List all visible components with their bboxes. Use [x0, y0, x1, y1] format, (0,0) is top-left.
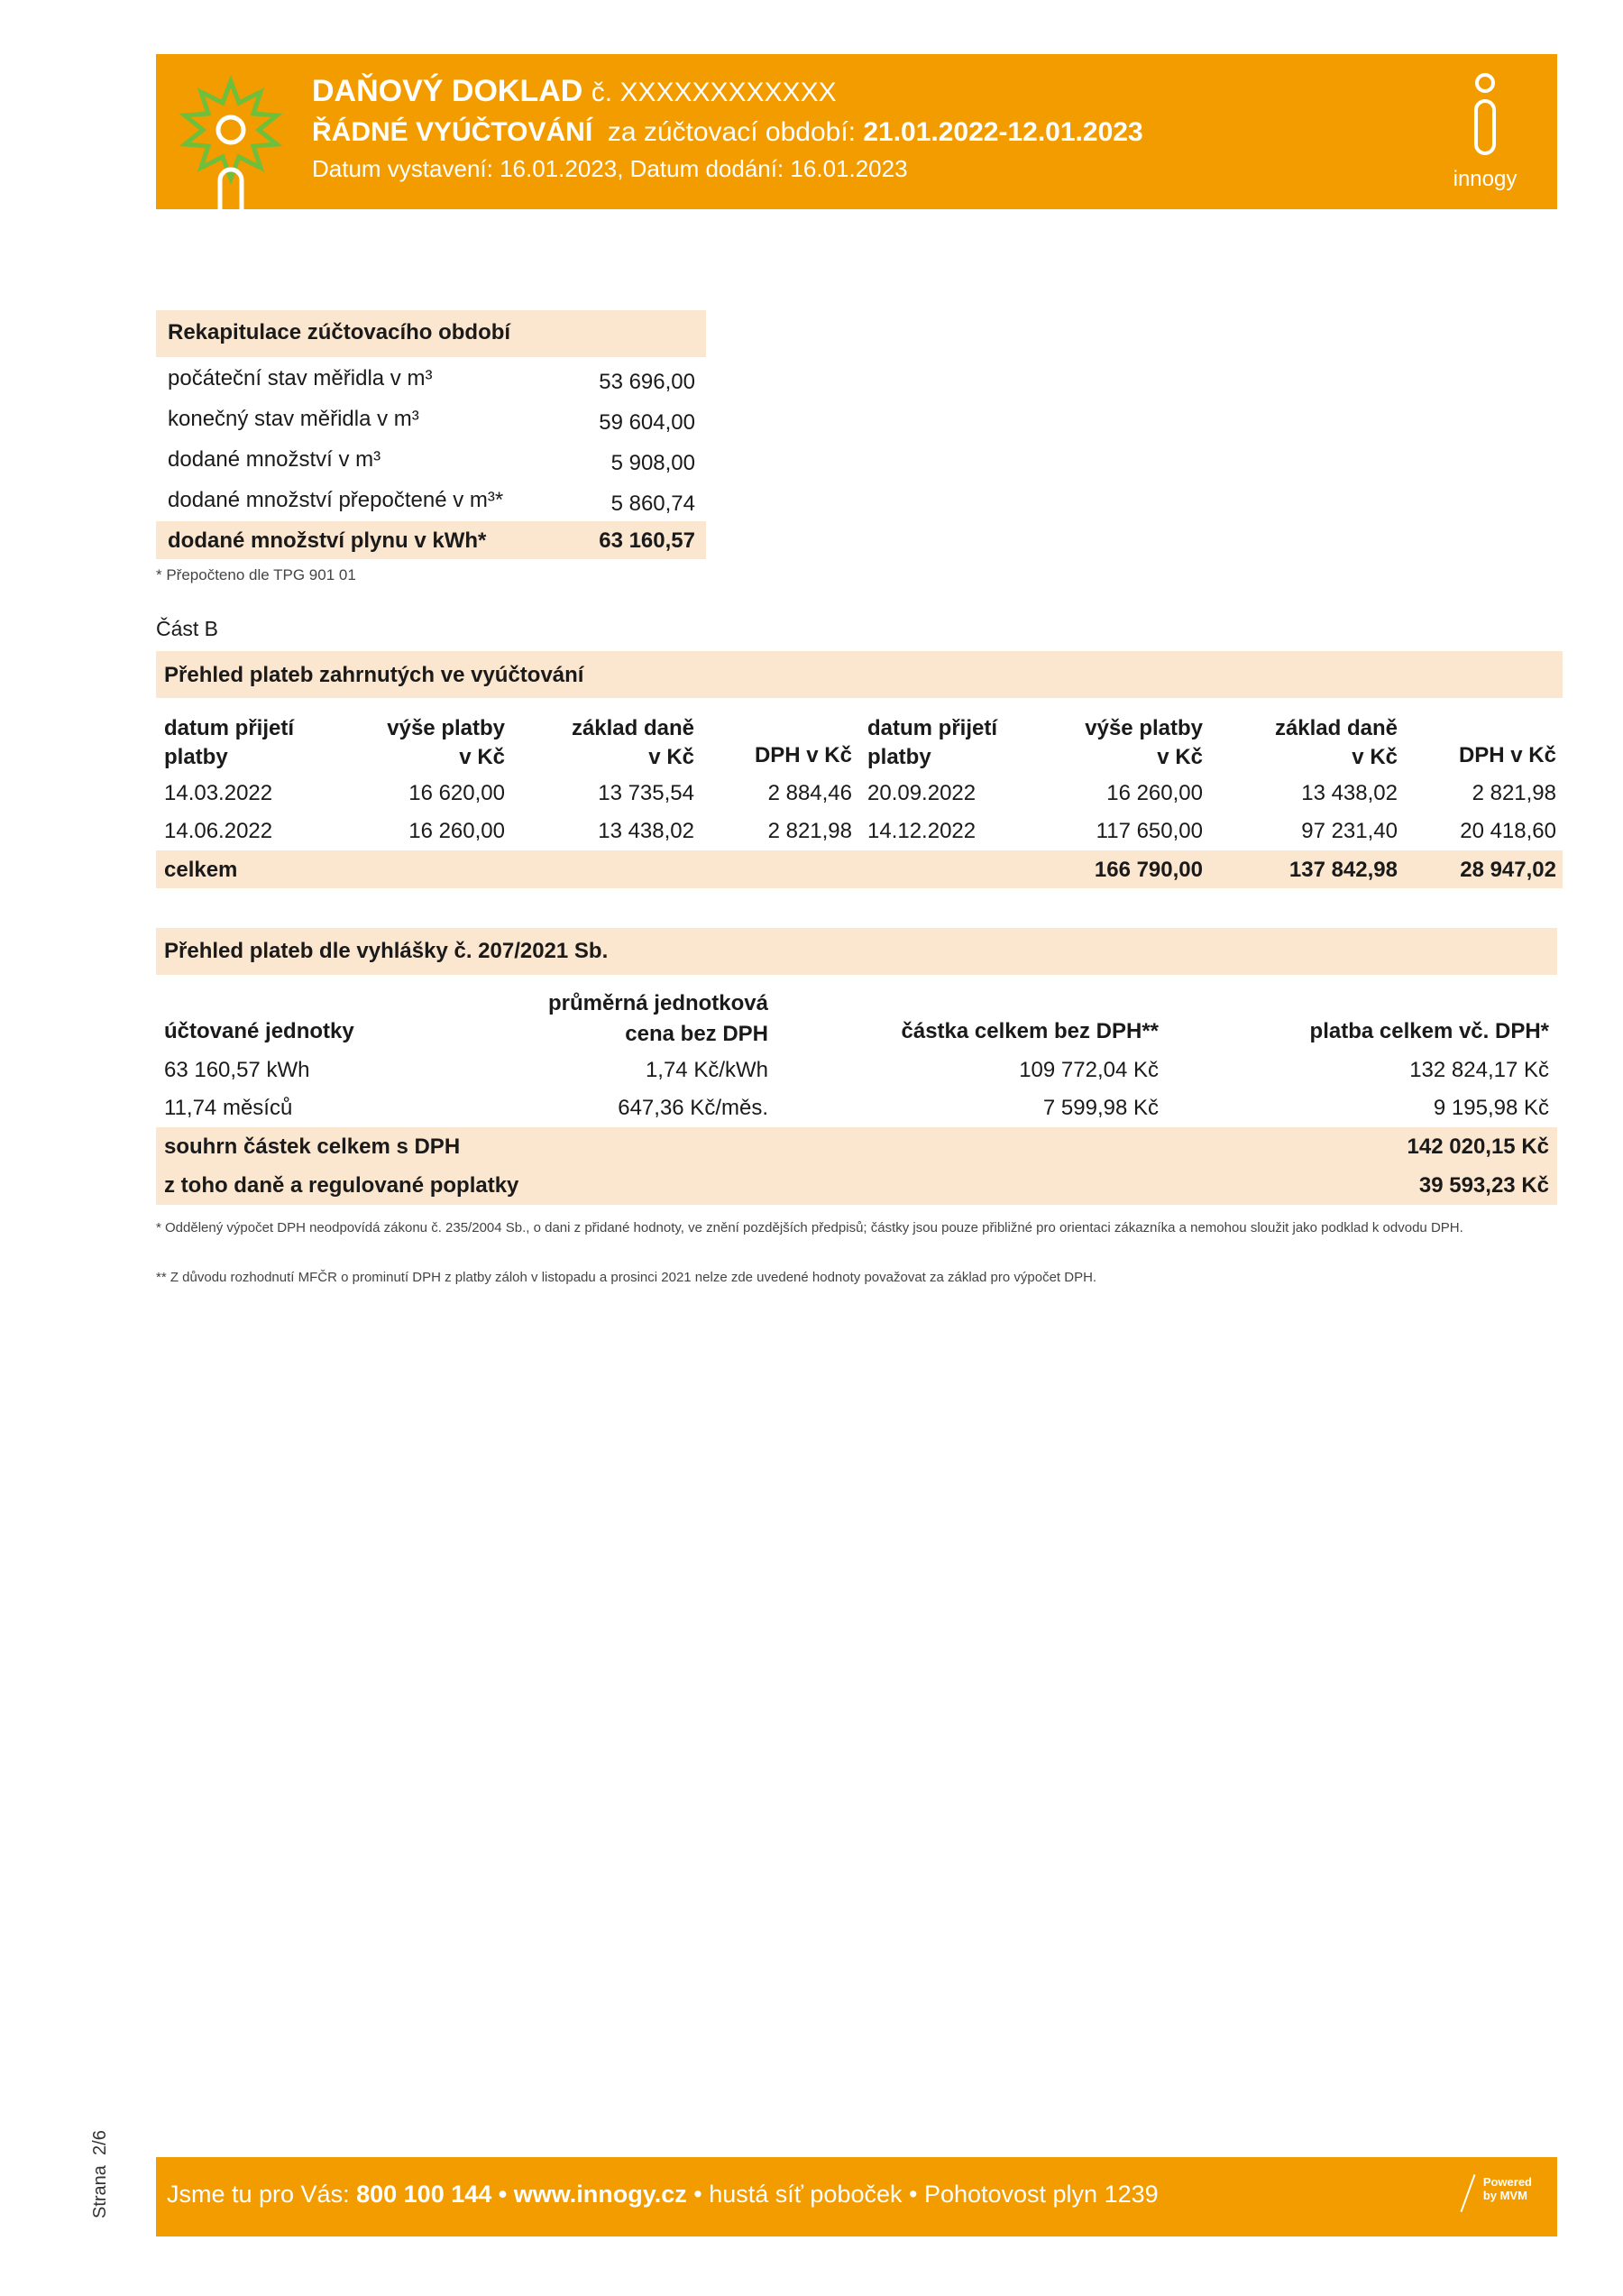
payment-amount: 117 650,00 — [1096, 819, 1203, 843]
part-b-label: Část B — [156, 617, 219, 640]
payment-base: 97 231,40 — [1301, 819, 1398, 843]
recap-row-value: 5 908,00 — [610, 451, 695, 475]
decree-fees-value: 39 593,23 Kč — [1418, 1173, 1549, 1198]
billing-period: ŘÁDNÉ VYÚČTOVÁNÍ za zúčtovací období: 21.01.2022-12.01.2023 — [312, 117, 1143, 147]
decree-no-vat: 7 599,98 Kč — [1042, 1096, 1159, 1120]
payment-amount: 16 260,00 — [408, 819, 505, 843]
col-header-base: základ daně v Kč — [571, 716, 694, 769]
col-header-sum-vat: platba celkem vč. DPH* — [1309, 1019, 1549, 1043]
col-header-base: základ daně v Kč — [1274, 716, 1398, 769]
footer-contact: Jsme tu pro Vás: 800 100 144 • www.innogy.cz • hustá síť poboček • Pohotovost plyn 1239 — [167, 2181, 1159, 2208]
decree-price: 647,36 Kč/měs. — [618, 1096, 768, 1120]
recap-row-label: dodané množství v m³ — [168, 447, 381, 472]
sun-logo-icon — [172, 74, 289, 209]
decree-fees-label: z toho daně a regulované poplatky — [164, 1173, 519, 1198]
payment-amount: 16 620,00 — [408, 781, 505, 805]
recap-total-value: 63 160,57 — [599, 528, 695, 553]
col-header-units: účtované jednotky — [164, 1019, 354, 1043]
recap-title: Rekapitulace zúčtovacího období — [168, 320, 511, 344]
decree-units: 11,74 měsíců — [164, 1096, 293, 1120]
col-header-vat: DPH v Kč — [754, 743, 852, 767]
header-banner — [156, 54, 1557, 209]
footer-phone[interactable]: 800 100 144 — [356, 2181, 492, 2208]
payment-vat: 2 821,98 — [767, 819, 852, 843]
issue-dates: Datum vystavení: 16.01.2023, Datum dodání: 16.01.2023 — [312, 155, 908, 182]
innogy-i-icon — [1440, 70, 1530, 161]
payment-amount: 16 260,00 — [1106, 781, 1203, 805]
decree-title: Přehled plateb dle vyhlášky č. 207/2021 Sb. — [164, 939, 609, 963]
brand-name: innogy — [1453, 167, 1518, 191]
decree-with-vat: 9 195,98 Kč — [1433, 1096, 1549, 1120]
payment-base: 13 735,54 — [598, 781, 694, 805]
invoice-title: DAŇOVÝ DOKLAD č. XXXXXXXXXXXX — [312, 74, 837, 108]
recap-row-label: dodané množství přepočtené v m³* — [168, 488, 504, 512]
recap-row-label: konečný stav měřidla v m³ — [168, 407, 419, 431]
payments-title: Přehled plateb zahrnutých ve vyúčtování — [164, 663, 584, 687]
recap-total-label: dodané množství plynu v kWh* — [168, 528, 487, 553]
decree-summary-value: 142 020,15 Kč — [1407, 1134, 1549, 1159]
payments-total-amount: 166 790,00 — [1094, 858, 1203, 882]
col-header-amount: výše platby v Kč — [387, 716, 505, 769]
col-header-unit-price: průměrná jednotková cena bez DPH — [547, 991, 768, 1046]
recap-row-label: počáteční stav měřidla v m³ — [168, 366, 433, 390]
recap-row-value: 59 604,00 — [599, 410, 695, 435]
powered-by-mvm: Powered by MVM — [1482, 2175, 1532, 2202]
decree-summary-label: souhrn částek celkem s DPH — [164, 1134, 461, 1159]
decree-with-vat: 132 824,17 Kč — [1409, 1058, 1549, 1082]
mvm-slash-icon — [1461, 2174, 1476, 2212]
payment-base: 13 438,02 — [598, 819, 694, 843]
decree-units: 63 160,57 kWh — [164, 1058, 310, 1082]
payment-date: 14.03.2022 — [164, 781, 273, 805]
col-header-vat: DPH v Kč — [1458, 743, 1556, 767]
footer-banner — [156, 2157, 1557, 2236]
vat-note: * Oddělený výpočet DPH neodpovídá zákonu č. 235/2004 Sb., o dani z přidané hodnoty, ve znění pozdějších předpisů; částky jsou pouze přibližné pro orientaci zákazníka a nemohou sloužit jako podklad k odvodu DPH. — [156, 1220, 1463, 1235]
payments-total-base: 137 842,98 — [1288, 858, 1398, 882]
col-header-amount: výše platby v Kč — [1085, 716, 1203, 769]
col-header-date: datum přijetí platby — [867, 716, 998, 769]
decree-no-vat: 109 772,04 Kč — [1019, 1058, 1159, 1082]
recap-row-value: 5 860,74 — [610, 491, 695, 516]
col-header-sum-no-vat: částka celkem bez DPH** — [901, 1019, 1159, 1043]
payments-total-label: celkem — [164, 858, 238, 882]
payment-vat: 2 884,46 — [767, 781, 852, 805]
payment-base: 13 438,02 — [1301, 781, 1398, 805]
page-number: Strana 2/6 — [90, 2130, 110, 2218]
recap-note: * Přepočteno dle TPG 901 01 — [156, 566, 356, 583]
vat-waiver-note: ** Z důvodu rozhodnutí MFČR o prominutí DPH z platby záloh v listopadu a prosinci 2021 nelze zde uvedené hodnoty považovat za základ pro výpočet DPH. — [156, 1270, 1097, 1285]
payment-vat: 2 821,98 — [1472, 781, 1556, 805]
payments-total-vat: 28 947,02 — [1460, 858, 1556, 882]
footer-web-link[interactable]: www.innogy.cz — [513, 2181, 687, 2208]
payment-vat: 20 418,60 — [1460, 819, 1556, 843]
innogy-logo — [1440, 70, 1530, 192]
payment-date: 20.09.2022 — [867, 781, 977, 805]
col-header-date: datum přijetí platby — [164, 716, 295, 769]
payment-date: 14.12.2022 — [867, 819, 977, 843]
payment-date: 14.06.2022 — [164, 819, 273, 843]
decree-price: 1,74 Kč/kWh — [645, 1058, 768, 1082]
recap-row-value: 53 696,00 — [599, 370, 695, 394]
